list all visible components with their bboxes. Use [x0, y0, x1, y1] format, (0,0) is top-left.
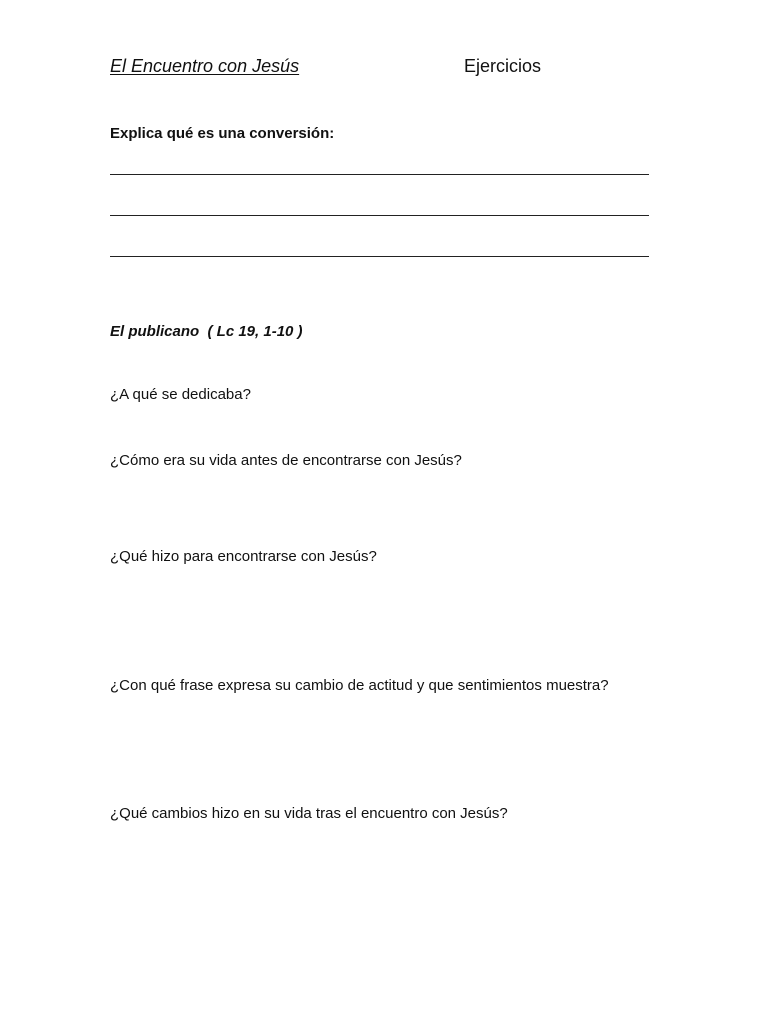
question-life-changes: ¿Qué cambios hizo en su vida tras el encuentro con Jesús? [110, 805, 508, 822]
question-phrase-attitude: ¿Con qué frase expresa su cambio de actitud y que sentimientos muestra? [110, 677, 609, 694]
document-label: Ejercicios [464, 56, 542, 76]
question-what-he-did: ¿Qué hizo para encontrarse con Jesús? [110, 548, 377, 565]
answer-line [110, 174, 649, 175]
conversion-prompt: Explica qué es una conversión: [110, 125, 335, 142]
question-dedication: ¿A qué se dedicaba? [110, 386, 251, 403]
answer-line [110, 215, 649, 216]
document-title: El Encuentro con Jesús [110, 56, 300, 76]
section-heading: El publicano ( Lc 19, 1-10 ) [110, 323, 303, 340]
answer-line [110, 256, 649, 257]
question-life-before: ¿Cómo era su vida antes de encontrarse con Jesús? [110, 452, 462, 469]
